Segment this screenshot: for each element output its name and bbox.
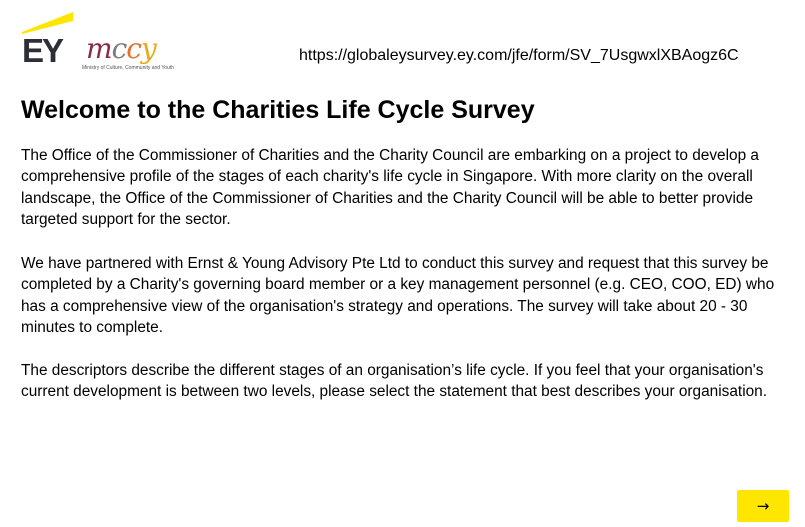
page-title: Welcome to the Charities Life Cycle Survey [21, 96, 535, 124]
intro-paragraph-1: The Office of the Commissioner of Charities and the Charity Council are embarking on a project to develop a comprehensive profile of the stages of each charity's life cycle in Singapore. With more clarity on the overall landscape, the Office of the Commissioner of Charities and the Charity Council will be able to better provide targeted support for the sector. [21, 147, 759, 228]
next-button[interactable]: → [737, 490, 789, 522]
ey-logo [22, 12, 76, 68]
mccy-letter-c1: c [111, 32, 127, 65]
mccy-logo [80, 34, 198, 76]
mccy-letter-c2: c [126, 32, 141, 65]
intro-paragraph-2: We have partnered with Ernst & Young Advisory Pte Ltd to conduct this survey and request that this survey be completed by a Charity's governing board member or a key management personnel (e.g. CEO, COO, ED) who has a comprehensive view of the organisation's strategy and operations. The survey will take about 20 - 30 minutes to complete. [21, 255, 775, 336]
ey-logo-text: EY [22, 32, 63, 69]
intro-paragraph-3: The descriptors describe the different stages of an organisation’s life cycle. If you feel that your organisation's current development is between two levels, please select the statement that best describes your organisation. [21, 362, 768, 401]
mccy-letter-y: y [140, 32, 156, 65]
survey-url: https://globaleysurvey.ey.com/jfe/form/SV_7UsgwxlXBAogz6C [299, 47, 739, 64]
mccy-logo-caption: Ministry of Culture, Community and Youth [82, 65, 174, 71]
mccy-letter-m: m [86, 32, 112, 65]
mccy-logo-mark [86, 34, 156, 64]
ey-beam-icon [22, 12, 76, 34]
